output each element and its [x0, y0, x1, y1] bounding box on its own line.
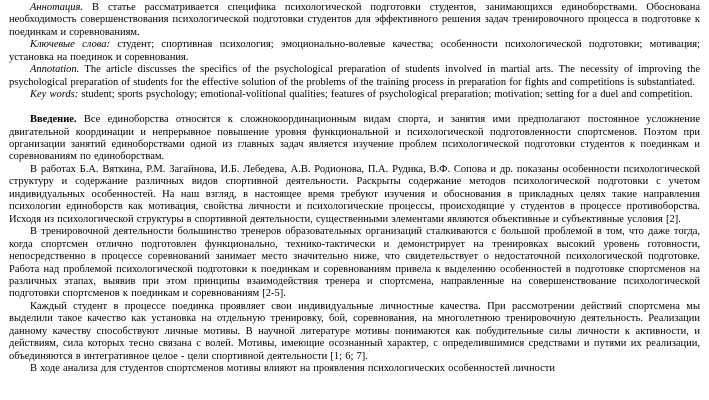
annotation-en-text: The article discusses the specifics of the psychological preparation of students involved in martial arts. The necessity of improving the psychological preparation of students for the effective solution of the problems of the training process in preparation for fights and competitions is substantiated. — [9, 64, 700, 88]
introduction-label: Введение. — [30, 114, 77, 126]
paragraph-annotation-en — [9, 64, 700, 89]
keywords-en-label: Key words: — [30, 89, 79, 101]
annotation-en-label: Annotation. — [30, 64, 80, 76]
keywords-ru-label: Ключевые слова: — [30, 39, 110, 51]
body-4-text: В ходе анализа для студентов спортсменов мотивы влияют на проявления психологических особенностей личности — [30, 363, 555, 375]
body-3-text: Каждый студент в процессе поединка проявляет свои индивидуальные личностные качества. При рассмотрении действий спортсмена мы выделили такое качество как установка на отдельную тренировку, бой, соревнования, на многолетнюю тренировочную деятельность. Реализации данному качеству способствуют личные мотивы. В научной литературе мотивы понимаются как побудительные силы личности к активности, и действиям, сила которых тесно связана с волей. Мотивы, имеющие осознанный характер, с определившимися средствами и путями их реализации, объединяются в интегративное целое - цели спортивной деятельности [1; 6; 7]. — [9, 300, 700, 362]
body-2-text: В тренировочной деятельности большинство тренеров образовательных организаций сталкиваются с большой проблемой в том, что даже тогда, когда спортсмен отлично подготовлен функционально, технико-тактически и демонстрирует на тренировках высокий уровень готовности, непосредственно в процессе соревнований занимает место значительно ниже, что свидетельствует о недостаточной психологической подготовке. Работа над проблемой психологической подготовки к поединкам и соревнованиям привела к выделению особенностей в подготовке спортсменов на различных этапах, выявив при этом принципы взаимодействия тренера и спортсмена, направленные на совершенствование психологической подготовки спортсменов к поединкам и соревнованиям [2-5]. — [9, 226, 700, 300]
keywords-en-text: student; sports psychology; emotional-volitional qualities; features of psychological preparation; motivation; setting for a duel and competition. — [78, 89, 693, 101]
paragraph-spacer — [9, 102, 700, 114]
paragraph-body-3 — [9, 301, 700, 363]
paragraph-body-2 — [9, 226, 700, 301]
paragraph-annotation-ru — [9, 2, 700, 39]
annotation-ru-label: Аннотация. — [30, 2, 84, 13]
paragraph-body-4-clipped — [9, 363, 700, 375]
paragraph-keywords-en — [9, 89, 700, 101]
introduction-text: Все единоборства относятся к сложнокоординационным видам спорта, и занятия ими предполагают постоянное усложнение двигательной координации и непрерывное повышение уровня функциональной и психологической подготовленности спортсменов. Поэтом при организации занятий единоборствами одной из главных задач является изучение проблем психологической подготовки студентов к поединкам и соревнованиям по единоборствам. — [9, 114, 700, 163]
paragraph-keywords-ru — [9, 39, 700, 64]
keywords-ru-text: студент; спортивная психология; эмоционально-волевые качества; особенности психологической подготовки; мотивация; установка на поединок и соревнования. — [9, 39, 700, 63]
paragraph-introduction — [9, 114, 700, 164]
body-1-text: В работах Б.А. Вяткина, Р.М. Загайнова, И.Б. Лебедева, А.В. Родионова, П.А. Рудика, В.Ф. Сопова и др. показаны особенности психологической структуру и содержание различных видов спортивной деятельности. Раскрыты содержание методов психологической подготовки с учетом индивидуальных особенностей. На наш взгляд, в настоящее время требуют изучения и обоснования в прикладных целях такие направления психологии единоборств как мотивация, свойства личности и психологические процессы, происходящие у студентов в процессе противоборства. Исходя из психологической структуры в спортивной деятельности, существенными элементами являются объективные и субъективные условия [2]. — [9, 163, 700, 225]
paragraph-body-1 — [9, 164, 700, 226]
annotation-ru-text: В статье рассматривается специфика психологической подготовки студентов, занимающихся единоборствами. Обоснована необходимость совершенствования психологической подготовки студентов для эффективного решения задач тренировочного процесса в подготовке к поединкам и соревнованиям. — [9, 2, 700, 38]
